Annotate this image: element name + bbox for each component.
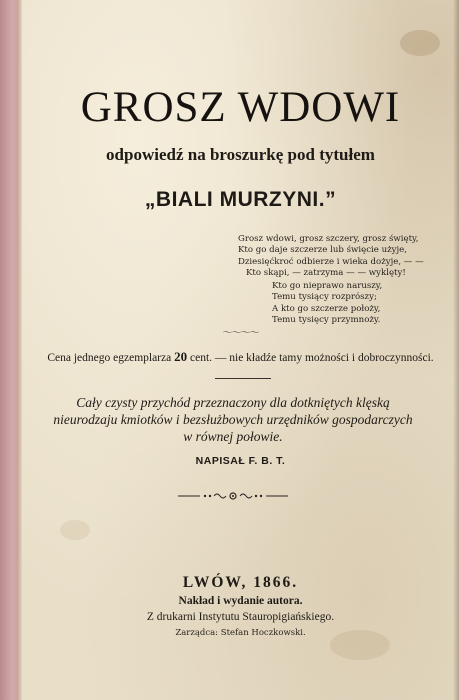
price-line [22,350,459,365]
divider-rule [215,378,271,379]
poem-line: Temu tysiący rozprószy; [272,292,377,303]
price-prefix: Cena jednego egzemplarza [47,352,172,364]
imprint-city-year: LWÓW, 1866. [182,574,299,591]
book-spine [0,0,22,700]
subtitle: odpowiedź na broszurkę pod tytułem [106,145,375,164]
author-line: NAPISAŁ F. B. T. [195,455,286,467]
poem-stanza-1 [238,234,428,279]
imprint-publisher: Nakład i wydanie autora. [178,595,303,607]
poem-line: Kto skąpi, — zatrzyma — — wyklęty! [246,267,406,278]
poem-line: Kto go daje szczerze lub święcie użyje, [238,245,408,256]
page-title: GROSZ WDOWI [80,84,401,131]
poem-line: Temu tysięcy przymnoży. [272,314,381,325]
poem-line: Dziesięćkroć odbierze i wieka dożyje, — — [238,256,424,267]
squiggle-separator: 〜〜〜〜 [222,328,259,339]
poem-stanza-2 [272,281,432,326]
poem-line: Kto go nieprawo naruszy, [272,281,383,291]
price-amount: 20 [174,349,188,364]
poem-line: Grosz wdowi, grosz szczery, grosz święty, [238,234,419,244]
price-suffix: cent. — nie kładźe tamy możności i dobroczynności. [189,352,434,364]
imprint-printer: Z drukarni Instytutu Stauropigiańskiego. [146,611,335,623]
ornament-divider-icon [178,490,288,502]
poem-line: A kto go szczerze położy, [272,303,381,314]
imprint-manager: Zarządca: Stefan Hoczkowski. [175,628,306,638]
purpose-statement: Cały czysty przychód przeznaczony dla dotkniętych klęską nieurodzaju kmiotków i bezsłużbowych urzędników gospodarczych w równej połowie. [53,395,413,444]
book-title: „BIALI MURZYNI.” [144,188,337,211]
